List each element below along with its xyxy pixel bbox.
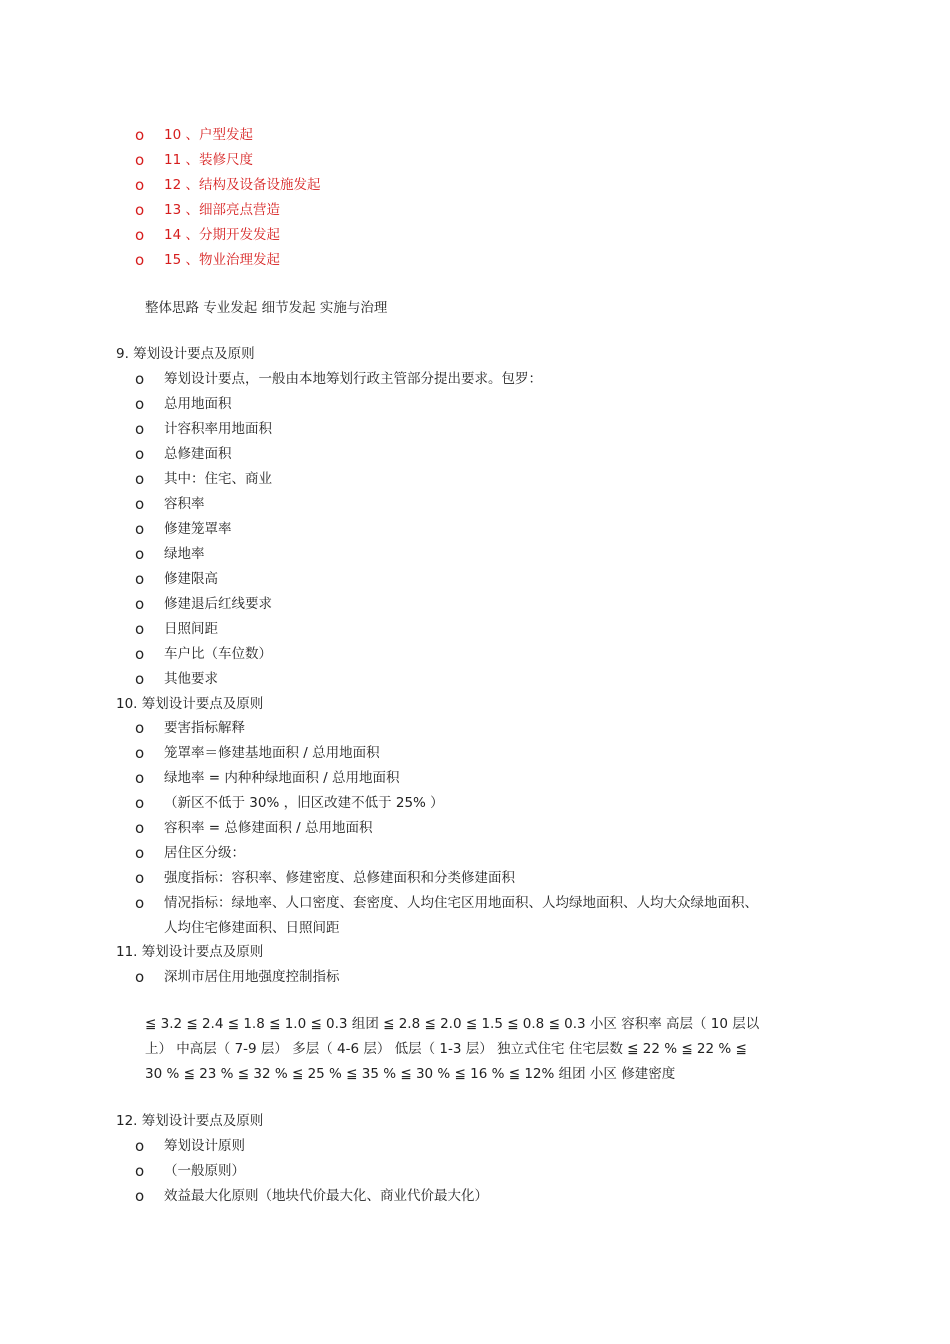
list-item-text: 人均住宅修建面积、日照间距 — [164, 920, 340, 936]
bullet-marker: o — [135, 445, 145, 463]
bullet-marker: o — [135, 251, 145, 269]
bullet-marker: o — [135, 226, 145, 244]
paragraph-text: ≦ 3.2 ≦ 2.4 ≦ 1.8 ≦ 1.0 ≦ 0.3 组团 ≦ 2.8 ≦ 2.0 ≦ 1.5 ≦ 0.8 ≦ 0.3 小区 容积率 高层（ 10 层以 — [145, 1016, 760, 1032]
list-item-text: （一般原则） — [164, 1163, 245, 1179]
red-list-item-text: 15 、物业治理发起 — [164, 252, 280, 268]
list-item-text: 总用地面积 — [164, 396, 232, 412]
paragraph-text: 上） 中高层（ 7-9 层） 多层（ 4-6 层） 低层（ 1-3 层） 独立式住宅 住宅层数 ≦ 22 % ≦ 22 % ≦ — [145, 1041, 747, 1057]
bullet-marker: o — [135, 520, 145, 538]
bullet-marker: o — [135, 545, 145, 563]
list-item-text: 筹划设计要点，一般由本地筹划行政主管部分提出要求。包罗： — [164, 371, 542, 387]
bullet-marker: o — [135, 1137, 145, 1155]
summary-text: 整体思路 专业发起 细节发起 实施与治理 — [145, 300, 388, 316]
bullet-marker: o — [135, 176, 145, 194]
bullet-marker: o — [135, 420, 145, 438]
bullet-marker: o — [135, 844, 145, 862]
list-item-text: 容积率 = 总修建面积 / 总用地面积 — [164, 820, 373, 836]
bullet-marker: o — [135, 620, 145, 638]
bullet-marker: o — [135, 470, 145, 488]
bullet-marker: o — [135, 126, 145, 144]
list-item-text: （新区不低于 30% ，旧区改建不低于 25% ） — [164, 795, 444, 811]
paragraph-text: 30 % ≦ 23 % ≦ 32 % ≦ 25 % ≦ 35 % ≦ 30 % ≦ 16 % ≦ 12% 组团 小区 修建密度 — [145, 1066, 676, 1082]
bullet-marker: o — [135, 595, 145, 613]
list-item-text: 修建退后红线要求 — [164, 596, 272, 612]
bullet-marker: o — [135, 968, 145, 986]
list-item-text: 计容积率用地面积 — [164, 421, 272, 437]
bullet-marker: o — [135, 894, 145, 912]
red-list-item-text: 12 、结构及设备设施发起 — [164, 177, 321, 193]
section-title: 11. 筹划设计要点及原则 — [116, 944, 264, 960]
list-item-text: 容积率 — [164, 496, 205, 512]
bullet-marker: o — [135, 151, 145, 169]
bullet-marker: o — [135, 1187, 145, 1205]
list-item-text: 修建限高 — [164, 571, 218, 587]
list-item-text: 要害指标解释 — [164, 720, 245, 736]
list-item-text: 情况指标：绿地率、人口密度、套密度、人均住宅区用地面积、人均绿地面积、人均大众绿地面积、 — [164, 895, 758, 911]
bullet-marker: o — [135, 819, 145, 837]
list-item-text: 筹划设计原则 — [164, 1138, 245, 1154]
bullet-marker: o — [135, 769, 145, 787]
list-item-text: 深圳市居住用地强度控制指标 — [164, 969, 340, 985]
list-item-text: 效益最大化原则（地块代价最大化、商业代价最大化） — [164, 1188, 488, 1204]
bullet-marker: o — [135, 719, 145, 737]
list-item-text: 总修建面积 — [164, 446, 232, 462]
list-item-text: 绿地率 — [164, 546, 205, 562]
bullet-marker: o — [135, 869, 145, 887]
list-item-text: 绿地率 = 内种种绿地面积 / 总用地面积 — [164, 770, 400, 786]
section-title: 12. 筹划设计要点及原则 — [116, 1113, 264, 1129]
list-item-text: 其中：住宅、商业 — [164, 471, 272, 487]
red-list-item-text: 10 、户型发起 — [164, 127, 253, 143]
red-list-item-text: 11 、装修尺度 — [164, 152, 253, 168]
list-item-text: 其他要求 — [164, 671, 218, 687]
bullet-marker: o — [135, 201, 145, 219]
section-title: 10. 筹划设计要点及原则 — [116, 696, 264, 712]
section-title: 9. 筹划设计要点及原则 — [116, 346, 255, 362]
list-item-text: 修建笼罩率 — [164, 521, 232, 537]
list-item-text: 车户比（车位数） — [164, 646, 272, 662]
bullet-marker: o — [135, 670, 145, 688]
list-item-text: 笼罩率＝修建基地面积 / 总用地面积 — [164, 745, 380, 761]
red-list-item-text: 13 、细部亮点营造 — [164, 202, 280, 218]
red-list-item-text: 14 、分期开发发起 — [164, 227, 280, 243]
bullet-marker: o — [135, 570, 145, 588]
bullet-marker: o — [135, 645, 145, 663]
bullet-marker: o — [135, 495, 145, 513]
list-item-text: 强度指标：容积率、修建密度、总修建面积和分类修建面积 — [164, 870, 515, 886]
bullet-marker: o — [135, 794, 145, 812]
list-item-text: 居住区分级： — [164, 845, 245, 861]
bullet-marker: o — [135, 370, 145, 388]
bullet-marker: o — [135, 1162, 145, 1180]
bullet-marker: o — [135, 395, 145, 413]
list-item-text: 日照间距 — [164, 621, 218, 637]
bullet-marker: o — [135, 744, 145, 762]
